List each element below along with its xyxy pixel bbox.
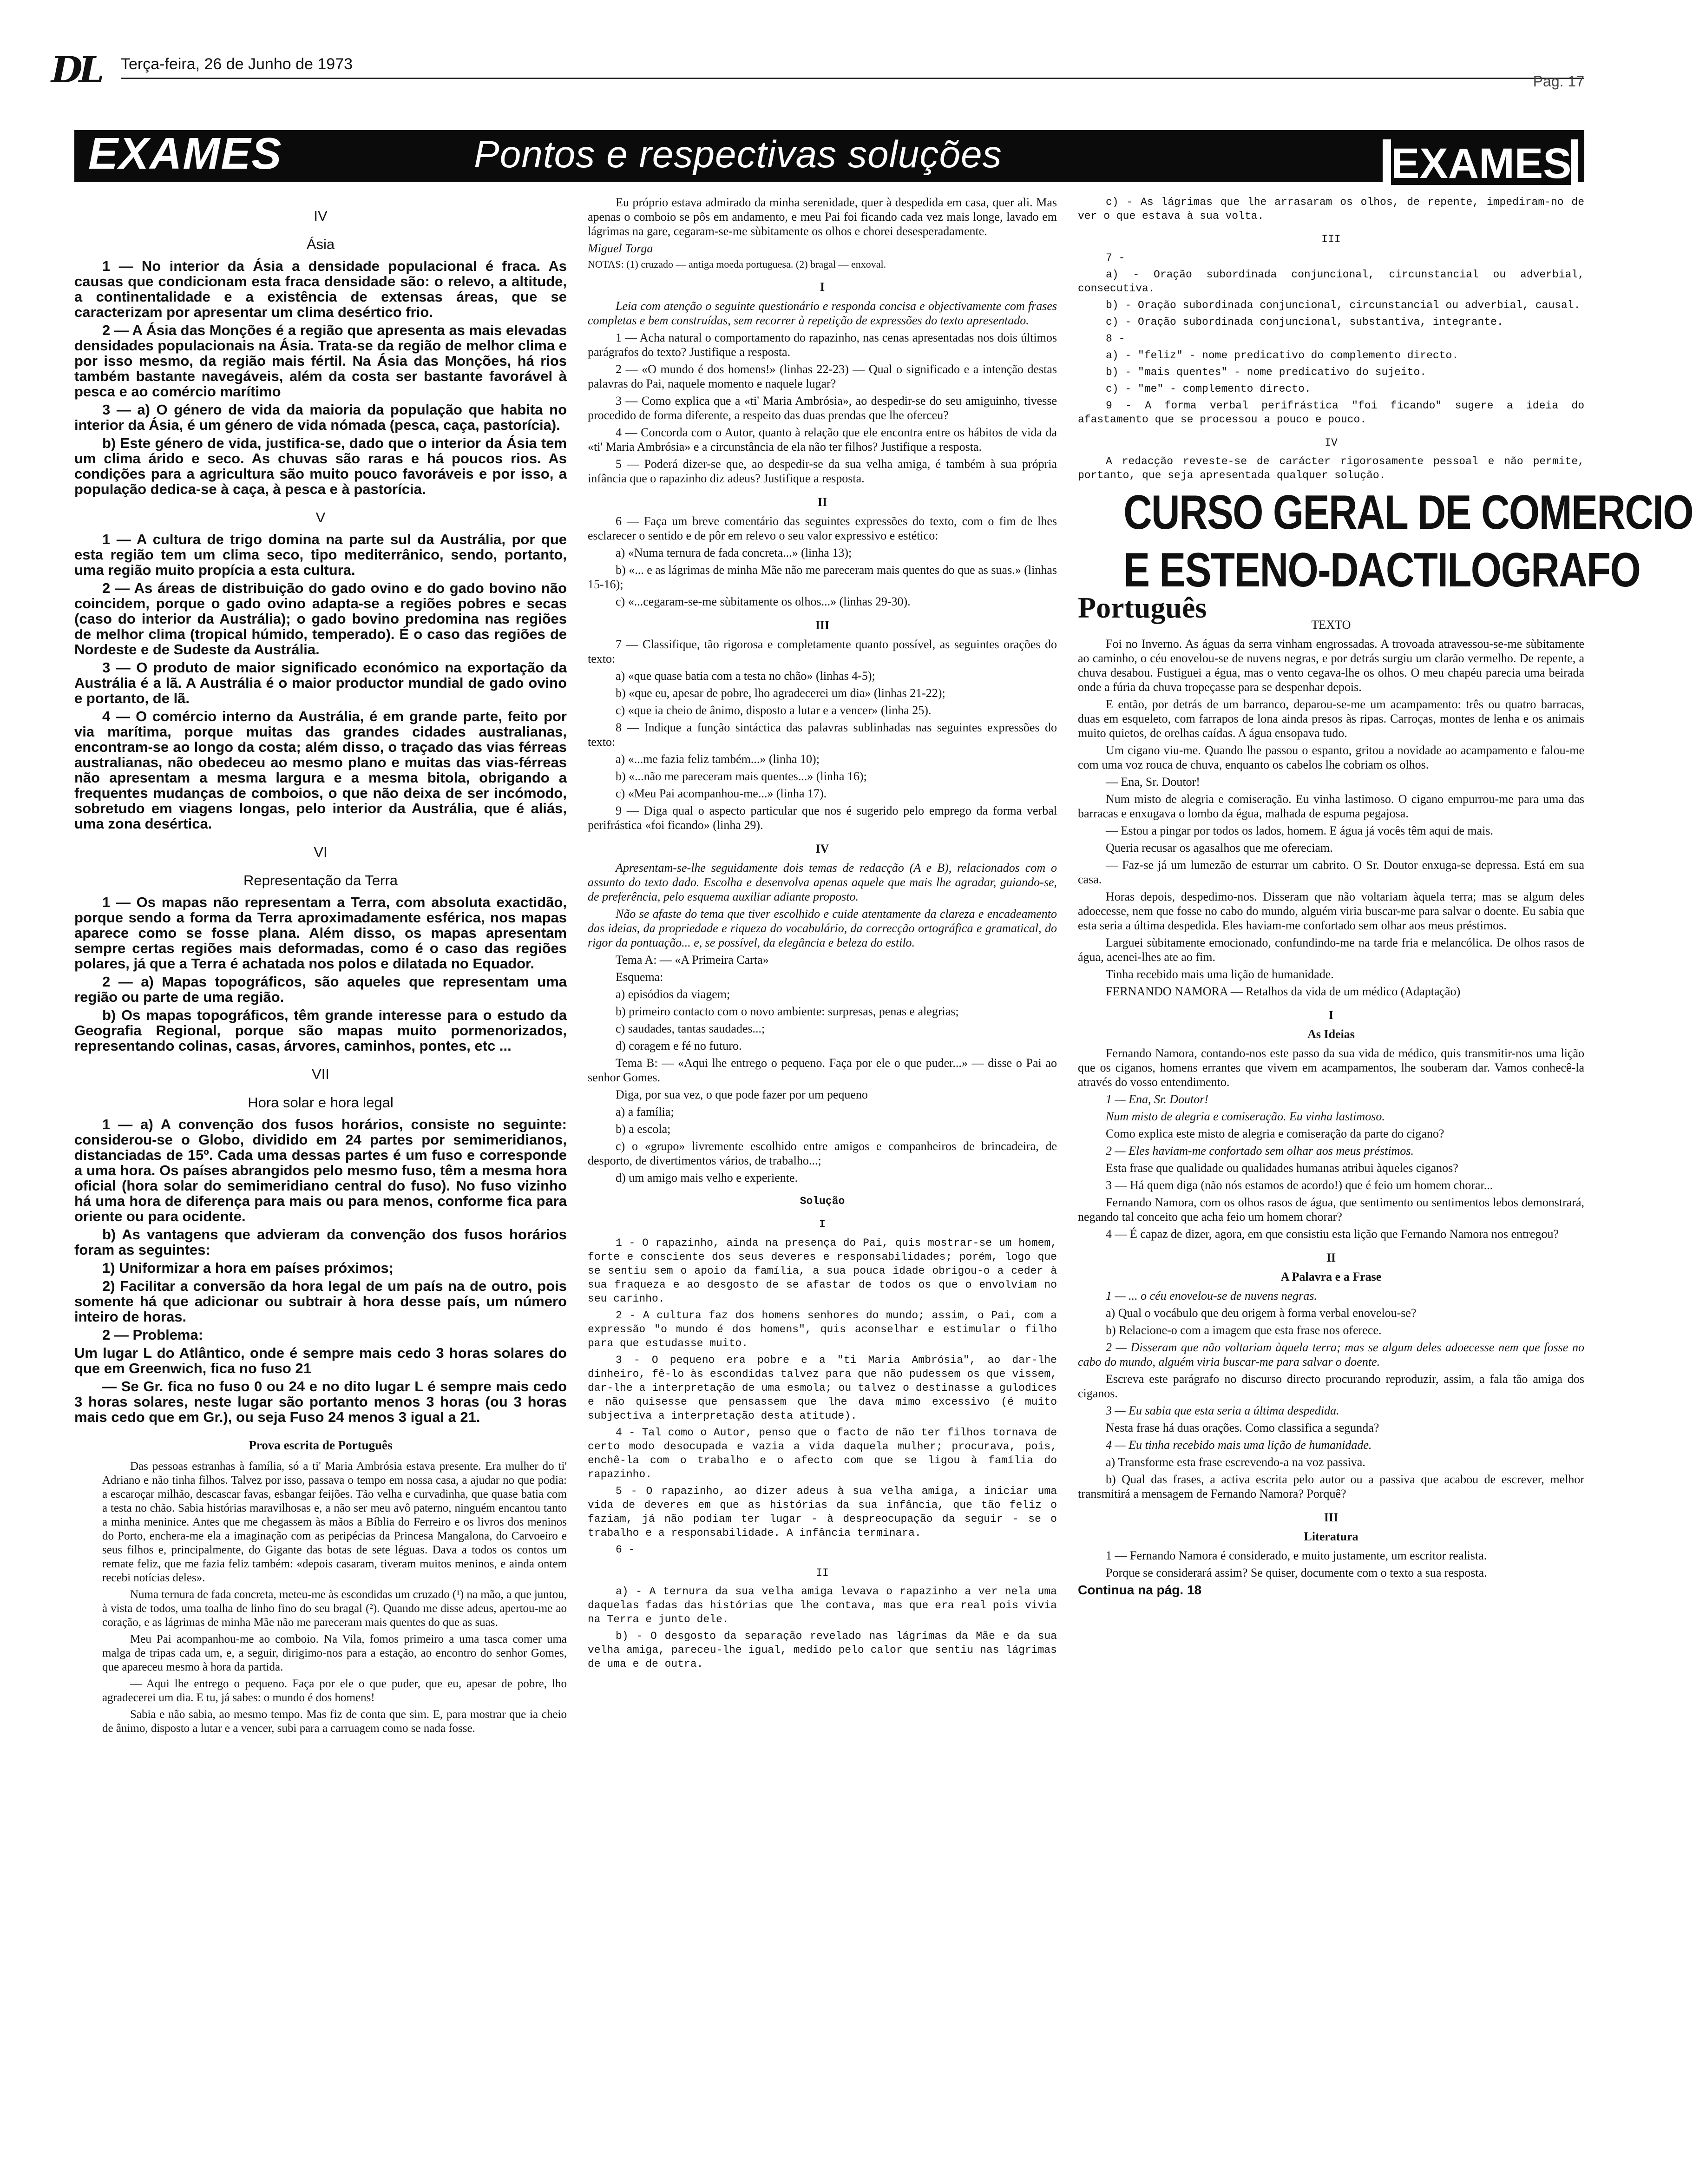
question: Esta frase que qualidade ou qualidades humanas atribui àqueles ciganos?: [1106, 1161, 1458, 1175]
heading-texto: TEXTO: [1311, 618, 1351, 632]
heading-i: I: [820, 280, 825, 294]
answer-paragraph: 3 — a) O género de vida da maioria da população que habita no interior da Ásia, é um género de vida nómada (pesca, caça, pastorícia).: [74, 401, 567, 433]
notes: NOTAS: (1) cruzado — antiga moeda portuguesa. (2) bragal — enxoval.: [588, 258, 886, 270]
solution: c) - As lágrimas que lhe arrasaram os olhos, de repente, impediram-no de ver o que estava à sua volta.: [1078, 196, 1584, 222]
text-paragraph: Queria recusar os agasalhos que me ofereciam.: [1106, 841, 1333, 855]
text-author: Miguel Torga: [588, 242, 653, 255]
question: 4 — Concorda com o Autor, quanto à relação que ele encontra entre os hábitos de vida da «ti' Maria Ambrósia» e a circunstância de ela não ter filhos? Justifique a resposta.: [588, 426, 1057, 454]
heading-solucao-i: I: [819, 1218, 826, 1230]
scheme-item: b) primeiro contacto com o novo ambiente: surpresas, penas e alegrias;: [616, 1005, 959, 1018]
scheme-item: d) coragem e fé no futuro.: [616, 1039, 742, 1053]
heading-literatura: Literatura: [1304, 1530, 1358, 1543]
solution: 2 - A cultura faz dos homens senhores do mundo; assim, o Pai, com a expressão "o mundo é dos homens", quis aconselhar e estimular o filho para que estudasse muito.: [588, 1309, 1057, 1349]
scheme-item: a) episódios da viagem;: [616, 987, 730, 1001]
instructions: Leia com atenção o seguinte questionário e responda concisa e objectivamente com frases completas e bem construídas, sem recorrer à repetição de expressões do texto apresentado.: [588, 299, 1057, 327]
question-item: a) Qual o vocábulo que deu origem à forma verbal enovelou-se?: [1106, 1306, 1417, 1320]
heading-i: I: [1328, 1008, 1334, 1022]
heading-ii: II: [1326, 1251, 1336, 1264]
text-paragraph: Numa ternura de fada concreta, meteu-me às escondidas um cruzado (¹) na mão, a que juntou, à vista de todos, uma toalha de linho fino do seu bragal (²). Quando me disse adeus, apertou-me ao coração, e as lágrimas de minha Mãe não me pareceram mais quentes do que as suas.: [102, 1588, 567, 1629]
solution: 7 -: [1106, 252, 1125, 264]
column-portugues-prova: [588, 195, 1057, 2175]
question: 7 — Classifique, tão rigorosa e completamente quanto possível, as seguintes orações do texto:: [588, 638, 1057, 665]
solution: a) - "feliz" - nome predicativo do complemento directo.: [1106, 349, 1459, 362]
column-geografia: [74, 195, 567, 2175]
heading-representacao: Representação da Terra: [243, 872, 398, 888]
question-item: a) Transforme esta frase escrevendo-a na voz passiva.: [1106, 1455, 1365, 1469]
text-paragraph: — Ena, Sr. Doutor!: [1106, 775, 1200, 789]
solution: c) - Oração subordinada conjuncional, substantiva, integrante.: [1106, 316, 1503, 328]
theme-b: Tema B: — «Aqui lhe entrego o pequeno. Faça por ele o que puder...» — disse o Pai ao senhor Gomes.: [588, 1056, 1057, 1084]
solution: c) - "me" - complemento directo.: [1106, 383, 1311, 395]
question: 9 — Diga qual o aspecto particular que nos é sugerido pelo emprego da forma verbal perifrástica «foi ficando» (linha 29).: [588, 804, 1057, 832]
text-paragraph: — Faz-se já um lumezão de esturrar um cabrito. O Sr. Doutor enxuga-se depressa. Está em sua casa.: [1078, 858, 1584, 886]
scheme-item: c) o «grupo» livremente escolhido entre amigos e companheiros de brincadeira, de desporto, de divertimentos vários, de trabalho...;: [588, 1139, 1057, 1167]
text-attribution: FERNANDO NAMORA — Retalhos da vida de um médico (Adaptação): [1106, 985, 1461, 998]
answer-paragraph: 1) Uniformizar a hora em países próximos;: [102, 1260, 394, 1276]
question-item: a) «...me fazia feliz também...» (linha 10);: [616, 752, 820, 766]
header-rule: [121, 78, 1584, 79]
solution: 8 -: [1106, 333, 1125, 345]
question-item: c) «que ia cheio de ânimo, disposto a lutar e a vencer» (linha 25).: [616, 704, 932, 717]
section-banner: [74, 129, 1584, 187]
text-paragraph: Das pessoas estranhas à família, só a ti' Maria Ambrósia estava presente. Era mulher do ti' Adriano e não tinha filhos. Talvez por isso, passava o tempo em nossa casa, a ajudar no que podia: a escaroçar milhão, descascar favas, esbangar feijões. Tão velha e curvadinha, que quase batia com a testa no chão. Sabia histórias maravilhosas e, a não ser meu avô paterno, ninguém encantou tanto a minha meninice. Antes que me chegassem às mãos a Bíblia do Ferreiro e os livros dos meninos do Porto, enchera-me ela a imaginação com as peripécias da Princesa Mangalona, do Carvoeiro e seus filhos e, principalmente, do Gigante das botas de sete léguas. Dava a todos os contos um remate feliz, que me fazia feliz também: «depois casaram, tiveram muitos meninos, e ainda ontem recebi notícias deles».: [102, 1460, 567, 1584]
scheme-item: a) a família;: [616, 1105, 674, 1118]
scheme-label: Esquema:: [616, 970, 663, 984]
banner-right-box: [1383, 139, 1578, 191]
question: 2 — Disseram que não voltariam àquela terra; mas se algum deles adoecesse nem que fosse no cabo do mundo, alguém viria buscar-me para salvar o doente.: [1078, 1341, 1584, 1368]
solution: 6 -: [616, 1544, 635, 1556]
solution: 5 - O rapazinho, ao dizer adeus à sua velha amiga, a iniciar uma vida de deveres em que as histórias da sua infância, que tão feliz o faziam, já não podiam ter lugar - à despreocupação da seguir - se o trabalho e a responsabilidade. A infância terminara.: [588, 1485, 1057, 1539]
banner-left-title: EXAMES: [88, 129, 282, 178]
text-paragraph: Um cigano viu-me. Quando lhe passou o espanto, gritou a novidade ao acampamento e falou-me com uma voz rouca de chuva, enquanto os cabelos lhe cobriam os olhos.: [1078, 743, 1584, 771]
text-paragraph: E então, por detrás de um barranco, deparou-se-me um acampamento: três ou quatro barracas, duas em esqueleto, com farrapos de lona ainda presos às ripas. Carroças, montes de lenha e os animais muito quietos, de orelhas caídas. A água ensopava tudo.: [1078, 697, 1584, 740]
solution: b) - Oração subordinada conjuncional, circunstancial ou adverbial, causal.: [1106, 299, 1581, 311]
heading-solucao: Solução: [800, 1195, 845, 1207]
answer-paragraph: 2 — A Ásia das Monções é a região que apresenta as mais elevadas densidades populacionais na Ásia. Trata-se da região de melhor clima e por isso mesmo, da região mais fértil. Na Ásia das Monções, há rios também bastante navegáveis, além da costa ser bastante favorável à pesca e ao comércio marítimo: [74, 322, 567, 400]
course-title-line-2: E ESTENO-DACTILOGRAFO: [1123, 543, 1641, 597]
solution: a) - Oração subordinada conjuncional, circunstancial ou adverbial, consecutiva.: [1078, 269, 1584, 295]
question-item: Nesta frase há duas orações. Como classifica a segunda?: [1106, 1421, 1379, 1434]
answer-paragraph: — Se Gr. fica no fuso 0 ou 24 e no dito lugar L é sempre mais cedo 3 horas solares, neste lugar são portanto menos 3 horas (ou 3 horas mais cedo que em Gr.), ou seja Fuso 24 menos 3 igual a 21.: [74, 1378, 567, 1425]
course-title-line-1: CURSO GERAL DE COMERCIO: [1123, 486, 1693, 539]
question: 1 — Acha natural o comportamento do rapazinho, nas cenas apresentadas nos dois últimos parágrafos do texto? Justifique a resposta.: [588, 331, 1057, 359]
heading-solucao-iii: III: [1321, 233, 1341, 245]
heading-ii: II: [817, 495, 827, 509]
text-paragraph: Larguei sùbitamente emocionado, confundindo-me na tarde fria e melancólica. De olhos rasos de água, acenei-lhes ate ao fim.: [1078, 936, 1584, 964]
heading-palavra: A Palavra e a Frase: [1280, 1270, 1382, 1283]
question: Fernando Namora, contando-nos este passo da sua vida de médico, quis transmitir-nos uma lição que os ciganos, homens errantes que vivem em acampamentos, lhe souberam dar. Vamos conhecê-la através do vosso entendimento.: [1078, 1046, 1584, 1089]
heading-iii: III: [1324, 1511, 1339, 1524]
heading-ideias: As Ideias: [1307, 1027, 1355, 1041]
theme-a: Tema A: — «A Primeira Carta»: [616, 953, 769, 967]
question: Fernando Namora, com os olhos rasos de água, que sentimento ou sentimentos lebos demonstrará, negando tal conceito que acha feio um homem chorar?: [1078, 1196, 1584, 1224]
answer-paragraph: 1 — No interior da Ásia a densidade populacional é fraca. As causas que condicionam esta fraca densidade são: o relevo, a altitude, a continentalidade e a existência de extensas áreas, que se caracterizam por apresentar um clima desértico frio.: [74, 258, 567, 320]
answer-paragraph: Um lugar L do Atlântico, onde é sempre mais cedo 3 horas solares do que em Greenwich, fica no fuso 21: [74, 1345, 567, 1376]
text-paragraph: Foi no Inverno. As águas da serra vinham engrossadas. A trovoada atravessou-se-me sùbitamente ao caminho, o céu enovelou-se de nuvens negras, e por detrás surgiu um clarão vermelho. De repente, a chuva desabou. Fustiguei a égua, mas o vento cegava-lhe os olhos. O meu chapéu parecia uma beirada onde a fúria da chuva tropeçasse para se despenhar depois.: [1078, 637, 1584, 694]
text-paragraph: Eu próprio estava admirado da minha serenidade, quer à despedida em casa, quer ali. Mas apenas o comboio se pôs em andamento, e meu Pai foi ficando cada vez mais longe, lavado em lágrimas na gare, cegaram-se-me sùbitamente os olhos e chorei desesperadamente.: [588, 196, 1057, 238]
answer-paragraph: 1 — A cultura de trigo domina na parte sul da Austrália, por que esta região tem um clima seco, tipo mediterrânico, sendo, portanto, uma região muito propícia a esta cultura.: [74, 531, 567, 578]
question: 4 — Eu tinha recebido mais uma lição de humanidade.: [1106, 1438, 1372, 1452]
solution: 4 - Tal como o Autor, penso que o facto de não ter filhos tornava de certo modo desocupada e vazia a vida daquela mulher; procurava, pois, enchê-la com o trabalho e o afecto com que se ligou à família do rapazinho.: [588, 1427, 1057, 1480]
answer-paragraph: 2 — As áreas de distribuição do gado ovino e do gado bovino não coincidem, porque o gado ovino adapta-se a regiões pobres e secas (caso do interior da Austrália); o gado bovino predomina nas regiões de melhor clima (tropical húmido, temperado). É o caso das regiões de Nordeste e de Sudeste da Austrália.: [74, 580, 567, 658]
text-paragraph: Horas depois, despedimo-nos. Disseram que não voltariam àquela terra; mas se algum deles adoecesse, nem que fosse no cabo do mundo, alguém viria buscar-me para salvar o doente. Eu sabia que esta seria a última despedida. Eles haviam-me confortado sem olhar aos meus préstimos.: [1078, 890, 1584, 932]
solution: 1 - O rapazinho, ainda na presença do Pai, quis mostrar-se um homem, forte e consciente dos seus deveres e responsabilidades; porém, logo que se sentiu sem o apoio da família, a sua pouca idade obrigou-o a ceder à sua fraqueza e ao desgosto de se afastar de todos os que o envolviam no seu carinho.: [588, 1237, 1057, 1305]
question: 3 — Eu sabia que esta seria a última despedida.: [1106, 1404, 1339, 1417]
solution: 3 - O pequeno era pobre e a "ti Maria Ambrósia", ao dar-lhe dinheiro, fê-lo às escondidas talvez para que não pudessem os que vissem, dar-lhe a interpretação de uma esmola; ou talvez o destinasse a gulodices e não quisesse que pensassem que lhe dava mimo excessivo (é muito subjectiva a interpretação desta atitude).: [588, 1354, 1057, 1422]
question-item: b) Relacione-o com a imagem que esta frase nos oferece.: [1106, 1323, 1382, 1337]
scheme-label: Diga, por sua vez, o que pode fazer por um pequeno: [616, 1088, 868, 1101]
instructions: Apresentam-se-lhe seguidamente dois temas de redacção (A e B), relacionados com o assunto do texto dado. Escolha e desenvolva apenas aquele que mais lhe agradar, guiando-se, de preferência, pelo esquema auxiliar adiante proposto.: [588, 861, 1057, 903]
scheme-item: b) a escola;: [616, 1122, 671, 1136]
solution: A redacção reveste-se de carácter rigorosamente pessoal e não permite, portanto, que seja apresentada qualquer solução.: [1078, 455, 1584, 481]
banner-right-title: EXAMES: [1391, 140, 1572, 187]
heading-iv: IV: [815, 842, 829, 855]
text-paragraph: Sabia e não sabia, ao mesmo tempo. Mas fiz de conta que sim. E, para mostrar que ia cheio de ânimo, disposto a lutar e a vencer, subi para a carruagem como se nada fosse.: [102, 1708, 567, 1735]
question-item: b) «... e as lágrimas de minha Mãe não me pareceram mais quentes do que as suas.» (linhas 15-16);: [588, 563, 1057, 591]
heading-prova: Prova escrita de Português: [249, 1438, 393, 1452]
heading-iii: III: [815, 618, 830, 632]
heading-solucao-iv: IV: [1325, 437, 1338, 449]
heading-iv: IV: [314, 208, 328, 224]
heading-v: V: [315, 509, 326, 526]
instructions: Não se afaste do tema que tiver escolhido e cuide atentamente da clareza e encadeamento das ideias, da propriedade e riqueza do vocabulário, da correcção ortográfica e gramatical, do rigor da pontuação... e, se possível, da elegância e beleza do estilo.: [588, 907, 1057, 949]
answer-paragraph: 2 — Problema:: [102, 1327, 203, 1343]
scheme-item: d) um amigo mais velho e experiente.: [616, 1171, 798, 1184]
newspaper-logo: DL: [51, 49, 101, 91]
text-paragraph: Num misto de alegria e comiseração. Eu vinha lastimoso. O cigano empurrou-me para uma das barracas e enxugava o lombo da égua, malhada de espuma pegajosa.: [1078, 792, 1584, 820]
question: 2 — Eles haviam-me confortado sem olhar aos meus préstimos.: [1106, 1144, 1414, 1158]
question: 2 — «O mundo é dos homens!» (linhas 22-23) — Qual o significado e a intenção destas palavras do Pai, naquele momento e naquele lugar?: [588, 362, 1057, 390]
heading-hora: Hora solar e hora legal: [248, 1094, 394, 1111]
heading-asia: Ásia: [306, 236, 335, 252]
scheme-item: c) saudades, tantas saudades...;: [616, 1022, 765, 1035]
answer-paragraph: 2) Facilitar a conversão da hora legal de um país na de outro, pois somente há que adicionar ou subtrair à hora desse país, um número inteiro de horas.: [74, 1278, 567, 1325]
question-item: b) Qual das frases, a activa escrita pelo autor ou a passiva que acabou de escrever, melhor transmitirá a mensagem de Fernando Namora? Porquê?: [1078, 1473, 1584, 1500]
question-item: b) «que eu, apesar de pobre, lho agradecerei um dia» (linhas 21-22);: [616, 686, 945, 700]
question-item: Porque se considerará assim? Se quiser, documente com o texto a sua resposta.: [1106, 1566, 1487, 1579]
question: 1 — Ena, Sr. Doutor!: [1106, 1092, 1209, 1106]
question: 3 — Há quem diga (não nós estamos de acordo!) que é feio um homem chorar...: [1106, 1178, 1493, 1192]
question: Num misto de alegria e comiseração. Eu vinha lastimoso.: [1106, 1110, 1385, 1123]
question-item: a) «Numa ternura de fada concreta...» (linha 13);: [616, 546, 852, 559]
answer-paragraph: 1 — Os mapas não representam a Terra, com absoluta exactidão, porque sendo a forma da Terra aproximadamente esférica, nos mapas aparece como se fosse plana. Além disso, os mapas apresentam sempre certas regiões mais deformadas, como é o caso das regiões polares, já que a Terra é achatada nos polos e dilatada no Equador.: [74, 894, 567, 972]
heading-vii: VII: [312, 1066, 329, 1082]
solution: 9 - A forma verbal perifrástica "foi ficando" sugere a ideia do afastamento que se processou a pouco e pouco.: [1078, 400, 1584, 426]
text-paragraph: — Estou a pingar por todos os lados, homem. E água já vocês têm aqui de mais.: [1106, 824, 1493, 837]
question: 6 — Faça um breve comentário das seguintes expressões do texto, com o fim de lhes esclarecer o sentido e de pôr em relevo o seu valor expressivo e estético:: [588, 514, 1057, 542]
question: Como explica este misto de alegria e comiseração da parte do cigano?: [1106, 1127, 1444, 1140]
solution: a) - A ternura da sua velha amiga levava o rapazinho a ver nela uma daquelas fadas das histórias que lhe contava, mas que era real pois vivia na Terra e junto dele.: [588, 1585, 1057, 1625]
question: 8 — Indique a função sintáctica das palavras sublinhadas nas seguintes expressões do texto:: [588, 721, 1057, 749]
answer-paragraph: b) As vantagens que advieram da convenção dos fusos horários foram as seguintes:: [74, 1226, 567, 1258]
solution: b) - "mais quentes" - nome predicativo do sujeito.: [1106, 366, 1427, 378]
question: 1 — Fernando Namora é considerado, e muito justamente, um escritor realista.: [1106, 1549, 1487, 1562]
issue-date: Terça-feira, 26 de Junho de 1973: [121, 55, 353, 73]
text-paragraph: Meu Pai acompanhou-me ao comboio. Na Vila, fomos primeiro a uma tasca comer uma malga de tripas cada um, e, a seguir, dirigimo-nos para a estação, ao encontro do senhor Gomes, que apareceu mesmo à hora da partida.: [102, 1633, 567, 1673]
heading-vi: VI: [314, 844, 328, 860]
subject-title: Português: [1078, 591, 1207, 624]
question-item: b) «...não me pareceram mais quentes...» (linha 16);: [616, 770, 867, 783]
page-number: Pag. 17: [1533, 73, 1584, 90]
masthead: [51, 49, 1584, 91]
question-item: c) «Meu Pai acompanhou-me...» (linha 17).: [616, 787, 827, 800]
answer-paragraph: 3 — O produto de maior significado económico na exportação da Austrália é a lã. A Austrália é o maior productor mundial de gado ovino e portanto, de lã.: [74, 659, 567, 706]
question-item: Escreva este parágrafo no discurso directo procurando reproduzir, assim, a fala tão amiga dos ciganos.: [1078, 1372, 1584, 1400]
column-comercio: [1078, 195, 1693, 2175]
text-paragraph: Tinha recebido mais uma lição de humanidade.: [1106, 967, 1334, 981]
answer-paragraph: b) Este género de vida, justifica-se, dado que o interior da Ásia tem um clima árido e seco. As chuvas são raras e há poucos rios. As condições para a agricultura são muito pouco favoráveis e por isso, a população dedica-se à caça, à pesca e à pastorícia.: [74, 435, 567, 497]
solution: b) - O desgosto da separação revelado nas lágrimas da Mãe e da sua velha amiga, pareceu-lhe igual, medido pelo calor que sentiu nas lágrimas de uma e de outra.: [588, 1630, 1057, 1670]
question: 1 — ... o céu enovelou-se de nuvens negras.: [1106, 1289, 1317, 1303]
question-item: a) «que quase batia com a testa no chão» (linhas 4-5);: [616, 669, 875, 683]
answer-paragraph: 4 — O comércio interno da Austrália, é em grande parte, feito por via marítima, porque muitas das grandes cidades australianas, encontram-se ao longo da costa; além disso, o traçado das vias férreas australianas, não obedeceu ao mesmo plano e muitas das vias-férreas não apresentam a mesma largura e a mesma bitola, obrigando a frequentes mudanças de comboios, o que não deixa de ser incómodo, sobretudo em viagens longas, pelo interior da Austrália, que é aliás, uma zona desértica.: [74, 708, 567, 832]
question: 5 — Poderá dizer-se que, ao despedir-se da sua velha amiga, é também à sua própria infância que o rapazinho diz adeus? Justifique a resposta.: [588, 457, 1057, 485]
question: 3 — Como explica que a «ti' Maria Ambrósia», ao despedir-se do seu amiguinho, tivesse procedido de forma diferente, a respeito das duas prendas que lhe oferceu?: [588, 394, 1057, 422]
answer-paragraph: 1 — a) A convenção dos fusos horários, consiste no seguinte: considerou-se o Globo, dividido em 24 partes por semimeridianos, distanciadas de 15º. Cada uma dessas partes é um fuso e corresponde a uma hora. Os países abrangidos pelo mesmo fuso, têm a mesma hora oficial (hora solar do semimeridiano central do fuso). No fuso vizinho há uma hora de diferença para mais ou para menos, conforme fica para oriente ou para ocidente.: [74, 1116, 567, 1224]
question-item: c) «...cegaram-se-me sùbitamente os olhos...» (linhas 29-30).: [616, 595, 911, 608]
banner-subtitle: Pontos e respectivas soluções: [474, 133, 1002, 176]
answer-paragraph: b) Os mapas topográficos, têm grande interesse para o estudo da Geografia Regional, porque são mapas muito pormenorizados, representando colinas, casas, árvores, caminhos, pontes, etc ...: [74, 1007, 567, 1054]
answer-paragraph: 2 — a) Mapas topográficos, são aqueles que representam uma região ou parte de uma região.: [74, 974, 567, 1005]
question: 4 — É capaz de dizer, agora, em que consistiu esta lição que Fernando Namora nos entregou?: [1106, 1227, 1559, 1241]
heading-solucao-ii: II: [816, 1567, 829, 1579]
continued-link[interactable]: Continua na pág. 18: [1078, 1583, 1202, 1597]
text-paragraph: — Aqui lhe entrego o pequeno. Faça por ele o que puder, que eu, apesar de pobre, lho agradecerei um dia. E tu, já sabes: o mundo é dos homens!: [102, 1677, 567, 1704]
